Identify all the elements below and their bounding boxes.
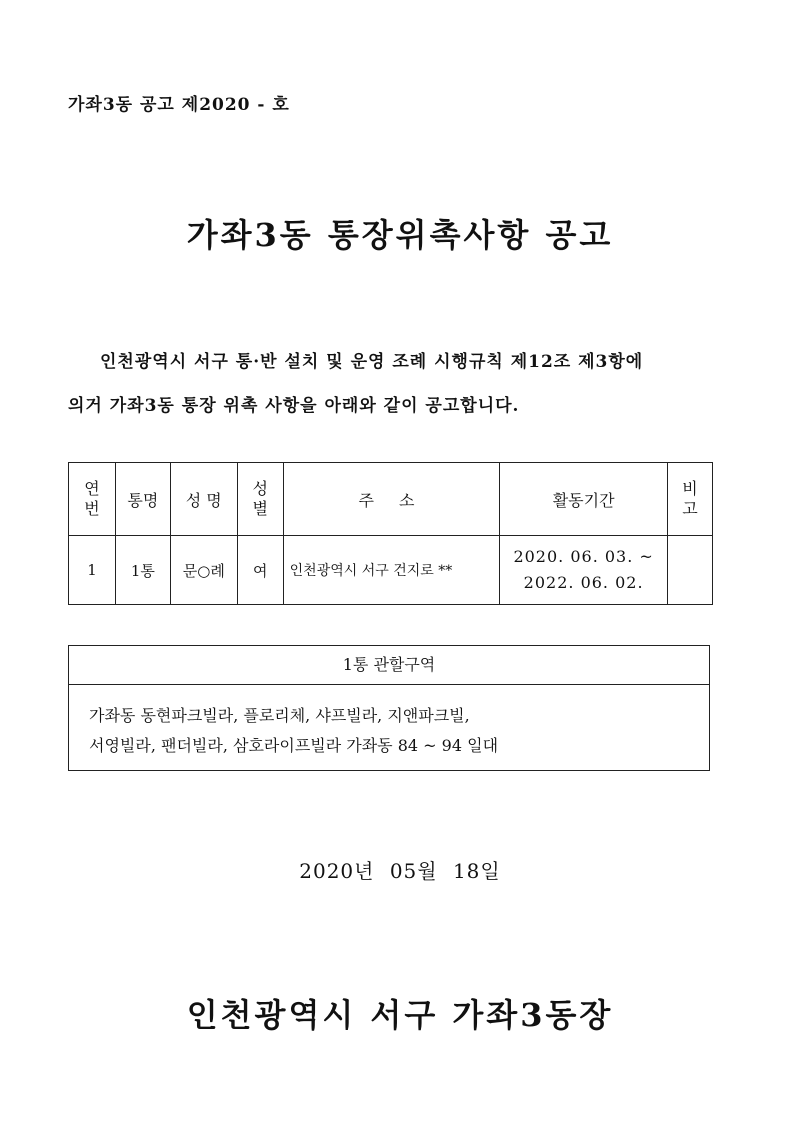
district-box (68, 645, 710, 771)
header-name: 성 명 (170, 463, 237, 536)
district-body (69, 685, 709, 761)
notice-date: 2020년 05월 18일 (299, 859, 501, 883)
cell-name: 문○례 (170, 536, 237, 605)
notice-body-line-1: 인천광역시 서구 통·반 설치 및 운영 조례 시행규칙 제12조 제3항에 (100, 352, 644, 372)
district-header: 1통 관할구역 (69, 646, 709, 685)
period-end: 2022. 06. 02. (523, 573, 644, 592)
document-number: 가좌3동 공고 제2020 - 호 (68, 95, 290, 115)
cell-no: 1 (69, 536, 116, 605)
district-line-1: 가좌동 동현파크빌라, 플로리체, 샤프빌라, 지앤파크빌, (89, 706, 470, 725)
header-address: 주 소 (283, 463, 500, 536)
cell-note (668, 536, 713, 605)
cell-gender: 여 (237, 536, 283, 605)
notice-body (68, 340, 728, 428)
cell-period (500, 536, 668, 605)
header-gender: 성 별 (237, 463, 283, 536)
header-tong: 통명 (115, 463, 170, 536)
table-row (69, 536, 713, 605)
header-period: 활동기간 (500, 463, 668, 536)
issuer: 인천광역시 서구 가좌3동장 (186, 996, 614, 1034)
district-line-2: 서영빌라, 팬더빌라, 삼호라이프빌라 가좌동 84 ~ 94 일대 (89, 736, 499, 755)
notice-body-line-2: 의거 가좌3동 통장 위촉 사항을 아래와 같이 공고합니다. (68, 396, 520, 416)
header-no: 연 번 (69, 463, 116, 536)
cell-tong: 1통 (115, 536, 170, 605)
page-title: 가좌3동 통장위촉사항 공고 (186, 216, 614, 254)
header-note: 비 고 (668, 463, 713, 536)
appointment-table (68, 462, 713, 605)
table-header-row (69, 463, 713, 536)
cell-address: 인천광역시 서구 건지로 ** (283, 536, 500, 605)
period-start: 2020. 06. 03. ~ (513, 547, 654, 566)
